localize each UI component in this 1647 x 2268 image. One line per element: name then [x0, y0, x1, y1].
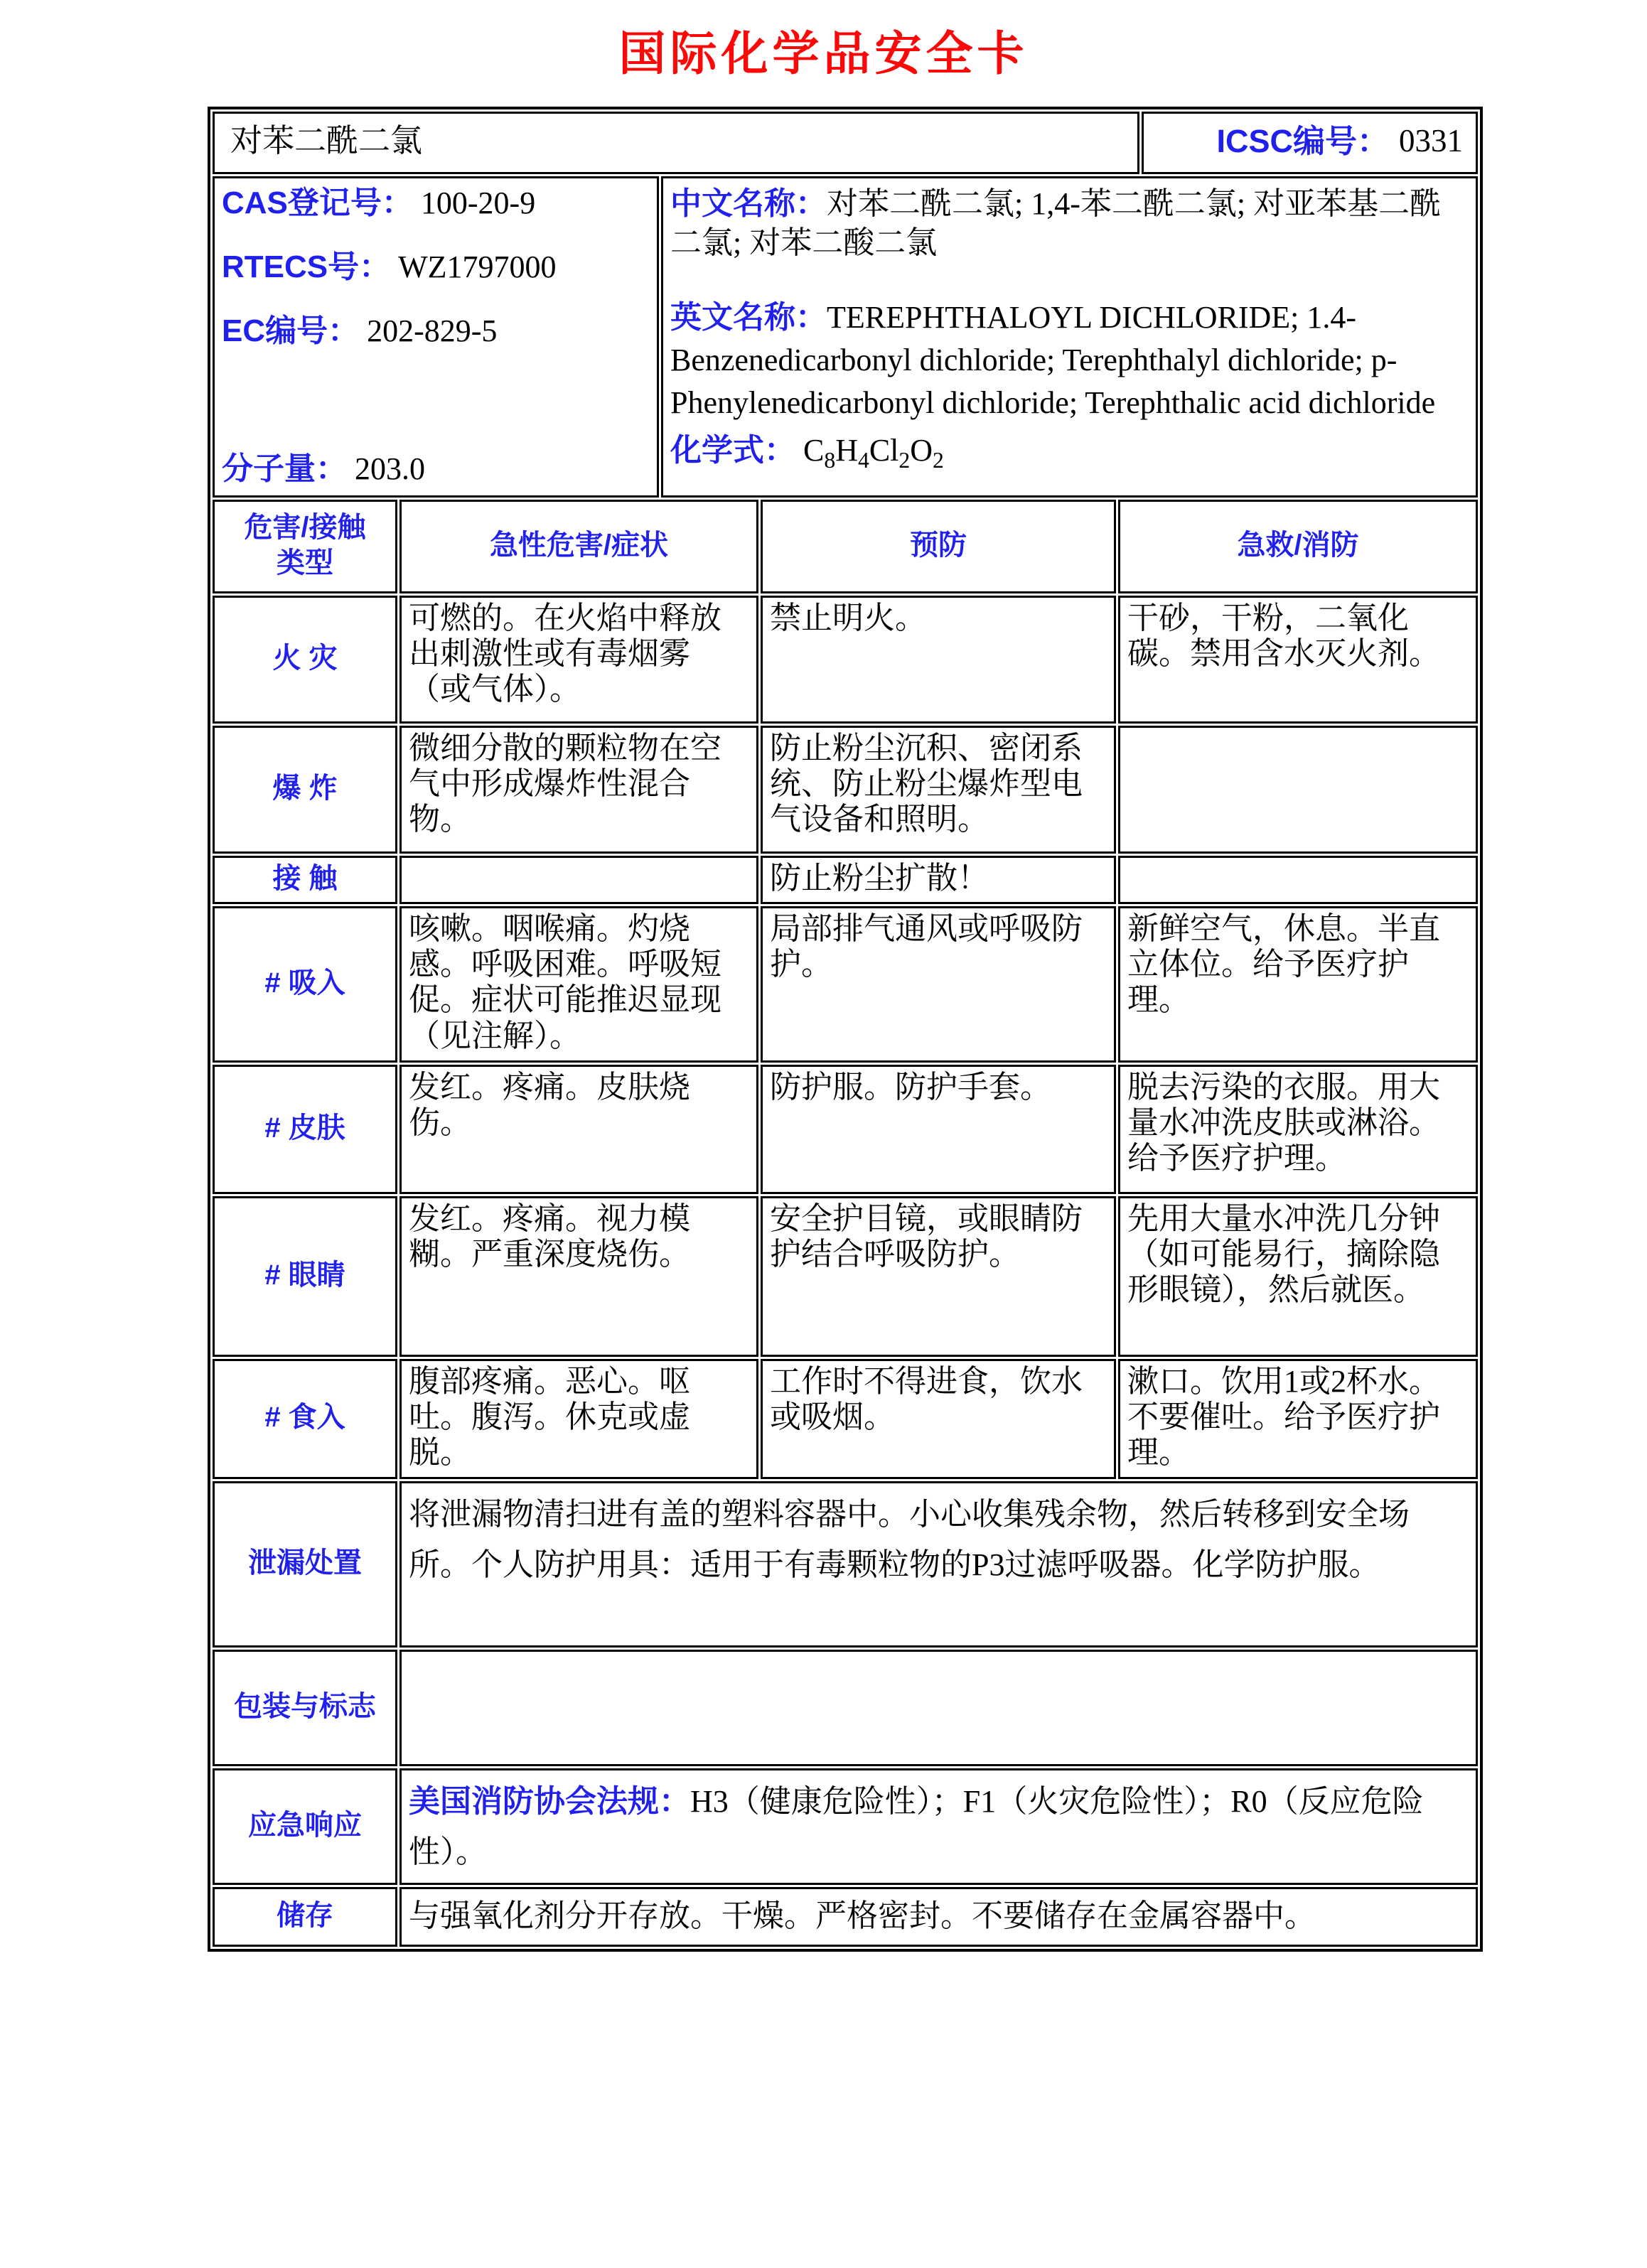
rtecs-value: WZ1797000: [398, 249, 557, 285]
english-name-block: [670, 296, 1469, 424]
names-cell: [661, 176, 1478, 498]
explosion-first-aid: [1118, 726, 1478, 854]
inhalation-first-aid: 新鲜空气，休息。半直立体位。给予医疗护理。: [1118, 906, 1478, 1063]
chemical-formula-label: 化学式：: [670, 433, 795, 468]
rtecs-line: [222, 249, 650, 285]
ec-line: [222, 313, 650, 349]
row-label-ingestion: # 食入: [213, 1359, 397, 1478]
row-label-skin: # 皮肤: [213, 1065, 397, 1194]
english-name-label: 英文名称：: [670, 300, 827, 335]
chinese-name-label: 中文名称：: [670, 186, 827, 221]
english-name-value: TEREPHTHALOYL DICHLORIDE; 1.4-Benzenedicarbonyl dichloride; Terephthalyl dichloride; p-Phenylenedicarbonyl dichloride; Terephthalic acid dichloride: [670, 300, 1436, 420]
inhalation-prevention: 局部排气通风或呼吸防护。: [761, 906, 1116, 1063]
header-first-aid: 急救/消防: [1118, 500, 1478, 593]
cas-line: [222, 186, 650, 221]
header-prevention: 预防: [761, 500, 1116, 593]
section-label-storage: 储存: [213, 1887, 397, 1947]
nfpa-label: 美国消防协会法规：: [409, 1783, 690, 1819]
icsc-card: [208, 107, 1483, 1952]
skin-prevention: 防护服。防护手套。: [761, 1065, 1116, 1194]
fire-symptoms: 可燃的。在火焰中释放出刺激性或有毒烟雾（或气体）。: [399, 596, 758, 724]
molecular-weight-label: 分子量：: [222, 451, 347, 486]
section-label-emergency: 应急响应: [213, 1768, 397, 1886]
section-label-spillage: 泄漏处置: [213, 1481, 397, 1648]
fire-first-aid: 干砂，干粉，二氧化碳。禁用含水灭火剂。: [1118, 596, 1478, 724]
skin-first-aid: 脱去污染的衣服。用大量水冲洗皮肤或淋浴。给予医疗护理。: [1118, 1065, 1478, 1194]
header-acute-symptoms: 急性危害/症状: [399, 500, 758, 593]
ingestion-symptoms: 腹部疼痛。恶心。呕吐。腹泻。休克或虚脱。: [399, 1359, 758, 1478]
hazard-row-contact: [213, 856, 1478, 904]
icsc-number-value: 0331: [1399, 123, 1463, 159]
chemical-formula-line: [670, 431, 1469, 474]
chinese-name-block: [670, 184, 1469, 262]
hazard-row-ingestion: [213, 1359, 1478, 1478]
icsc-number-cell: [1142, 112, 1478, 174]
nfpa-value: H3（健康危险性）；F1（火灾危险性）；R0（反应危险性）。: [409, 1783, 1424, 1869]
storage-content: 与强氧化剂分开存放。干燥。严格密封。不要储存在金属容器中。: [399, 1887, 1478, 1947]
ec-value: 202-829-5: [367, 313, 498, 349]
explosion-symptoms: 微细分散的颗粒物在空气中形成爆炸性混合物。: [399, 726, 758, 854]
row-label-contact: 接 触: [213, 856, 397, 904]
section-row-storage: [213, 1887, 1478, 1947]
ingestion-prevention: 工作时不得进食，饮水或吸烟。: [761, 1359, 1116, 1478]
icsc-number-label: ICSC编号：: [1216, 123, 1389, 160]
section-label-packaging: 包装与标志: [213, 1650, 397, 1766]
contact-symptoms: [399, 856, 758, 904]
contact-first-aid: [1118, 856, 1478, 904]
hazard-header-row: [213, 500, 1478, 593]
cas-label: CAS登记号：: [222, 186, 413, 220]
hazard-row-skin: [213, 1065, 1478, 1194]
chinese-name-value: 对苯二酰二氯; 1,4-苯二酰二氯; 对亚苯基二酰二氯; 对苯二酸二氯: [670, 186, 1442, 260]
hazard-row-fire: [213, 596, 1478, 724]
header-hazard-type: 危害/接触 类型: [213, 500, 397, 593]
explosion-prevention: 防止粉尘沉积、密闭系统、防止粉尘爆炸型电气设备和照明。: [761, 726, 1116, 854]
ingestion-first-aid: 漱口。饮用1或2杯水。不要催吐。给予医疗护理。: [1118, 1359, 1478, 1478]
identity-row: [213, 176, 1478, 498]
cas-value: 100-20-9: [420, 186, 536, 220]
hazard-row-inhalation: [213, 906, 1478, 1063]
section-row-emergency: [213, 1768, 1478, 1886]
eyes-symptoms: 发红。疼痛。视力模糊。严重深度烧伤。: [399, 1196, 758, 1357]
molecular-weight-value: 203.0: [355, 451, 425, 486]
substance-name: 对苯二酰二氯: [213, 112, 1139, 174]
section-row-spillage: [213, 1481, 1478, 1648]
rtecs-label: RTECS号：: [222, 249, 391, 285]
fire-prevention: 禁止明火。: [761, 596, 1116, 724]
eyes-first-aid: 先用大量水冲洗几分钟（如可能易行，摘除隐形眼镜），然后就医。: [1118, 1196, 1478, 1357]
identifiers-cell: [213, 176, 659, 498]
inhalation-symptoms: 咳嗽。咽喉痛。灼烧感。呼吸困难。呼吸短促。症状可能推迟显现（见注解）。: [399, 906, 758, 1063]
spillage-content: 将泄漏物清扫进有盖的塑料容器中。小心收集残余物，然后转移到安全场所。个人防护用具：适用于有毒颗粒物的P3过滤呼吸器。化学防护服。: [399, 1481, 1478, 1648]
eyes-prevention: 安全护目镜，或眼睛防护结合呼吸防护。: [761, 1196, 1116, 1357]
packaging-content: [399, 1650, 1478, 1766]
row-label-eyes: # 眼睛: [213, 1196, 397, 1357]
name-row: [213, 112, 1478, 174]
contact-prevention: 防止粉尘扩散！: [761, 856, 1116, 904]
row-label-inhalation: # 吸入: [213, 906, 397, 1063]
skin-symptoms: 发红。疼痛。皮肤烧伤。: [399, 1065, 758, 1194]
molecular-weight-line: [222, 451, 650, 487]
chemical-formula-value: $C_8H_4Cl_2O_2$: [803, 433, 944, 473]
hazard-row-explosion: [213, 726, 1478, 854]
page-title: 国际化学品安全卡: [618, 28, 1029, 80]
row-label-fire: 火 灾: [213, 596, 397, 724]
section-row-packaging: [213, 1650, 1478, 1766]
emergency-content: [399, 1768, 1478, 1886]
row-label-explosion: 爆 炸: [213, 726, 397, 854]
hazard-row-eyes: [213, 1196, 1478, 1357]
ec-label: EC编号：: [222, 313, 360, 349]
